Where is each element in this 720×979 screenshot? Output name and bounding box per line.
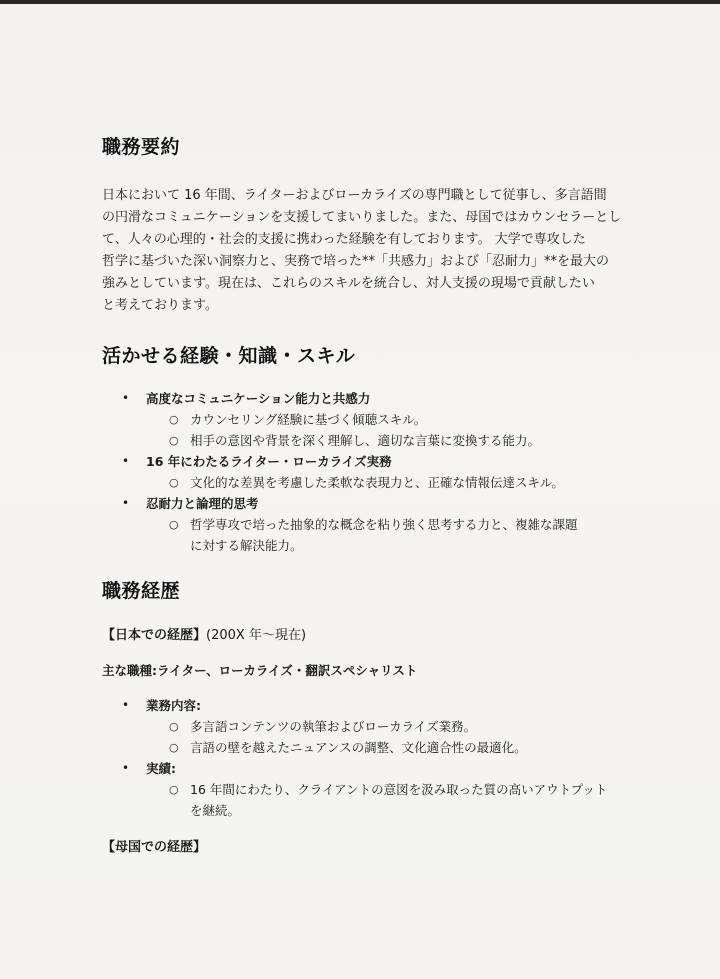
main-role — [102, 661, 622, 681]
home-history-heading: 【母国での経歴】 — [102, 840, 207, 855]
skill-detail: カウンセリング経験に基づく傾聴スキル。 — [190, 412, 427, 427]
circle-bullet-icon: ○ — [169, 720, 179, 733]
skills-list — [102, 388, 622, 556]
skill-detail: 哲学専攻で培った抽象的な概念を粘り強く思考する力と、複雑な課題 — [190, 517, 578, 532]
circle-bullet-icon: ○ — [169, 434, 179, 447]
list-item — [146, 409, 622, 430]
bullet-icon: • — [122, 454, 130, 468]
list-item — [102, 493, 622, 556]
bullet-icon: • — [122, 496, 130, 510]
circle-bullet-icon: ○ — [169, 518, 179, 531]
skill-label: 高度なコミュニケーション能力と共感力 — [146, 391, 371, 406]
skill-detail: 文化的な差異を考慮した柔軟な表現力と、正確な情報伝達スキル。 — [190, 475, 564, 490]
circle-bullet-icon: ○ — [169, 741, 179, 754]
history-label: 実績: — [146, 761, 176, 776]
summary-heading: 職務要約 — [102, 136, 181, 158]
sub-list — [146, 514, 622, 556]
list-item — [146, 737, 622, 758]
bullet-icon: • — [122, 698, 130, 712]
summary-line: 哲学に基づいた深い洞察力と、実務で培った**「共感力」および「忍耐力」**を最大の — [102, 254, 610, 269]
japan-heading-label: 【日本での経歴】 — [102, 628, 207, 643]
document-body — [102, 132, 622, 873]
history-detail-continued: を継続。 — [190, 803, 241, 818]
role-label: 主な職種 — [102, 663, 153, 678]
skill-label: 16 年にわたるライター・ローカライズ実務 — [146, 454, 392, 469]
sub-list — [146, 472, 622, 493]
sub-list — [146, 779, 622, 821]
sub-list — [146, 716, 622, 758]
list-item — [146, 779, 622, 821]
list-item — [146, 472, 622, 493]
history-list — [102, 695, 622, 821]
history-detail: 16 年間にわたり、クライアントの意図を汲み取った質の高いアウトプット — [190, 782, 608, 797]
list-item — [102, 451, 622, 493]
list-item — [102, 695, 622, 758]
japan-period: (200X 年～現在) — [206, 628, 307, 643]
circle-bullet-icon: ○ — [169, 413, 179, 426]
bullet-icon: • — [122, 391, 130, 405]
skill-detail-continued: に対する解決能力。 — [190, 538, 303, 553]
history-label: 業務内容: — [146, 698, 201, 713]
list-item — [146, 514, 622, 556]
summary-line: て、人々の心理的・社会的支援に携わった経験を有しております。 大学で専攻した — [102, 232, 586, 247]
summary-line: と考えております。 — [102, 298, 218, 313]
list-item — [146, 430, 622, 451]
history-detail: 多言語コンテンツの執筆およびローカライズ業務。 — [190, 719, 477, 734]
sub-list — [146, 409, 622, 451]
skill-label: 忍耐力と論理的思考 — [146, 496, 259, 511]
summary-line: の円滑なコミュニケーションを支援してまいりました。また、母国ではカウンセラーとし — [102, 210, 622, 225]
bullet-icon: • — [122, 761, 130, 775]
history-heading: 職務経歴 — [102, 580, 181, 602]
japan-history-heading — [102, 625, 622, 647]
list-item — [102, 758, 622, 821]
role-value: :ライター、ローカライズ・翻訳スペシャリスト — [152, 663, 418, 678]
summary-paragraph — [102, 185, 622, 317]
skill-detail: 相手の意図や背景を深く理解し、適切な言葉に変換する能力。 — [190, 433, 541, 448]
history-detail: 言語の壁を越えたニュアンスの調整、文化適合性の最適化。 — [190, 740, 527, 755]
document-page — [0, 4, 720, 979]
skills-heading: 活かせる経験・知識・スキル — [102, 345, 356, 367]
summary-line: 強みとしています。現在は、これらのスキルを統合し、対人支援の現場で貢献したい — [102, 276, 595, 291]
list-item — [102, 388, 622, 451]
circle-bullet-icon: ○ — [169, 783, 179, 796]
circle-bullet-icon: ○ — [169, 476, 179, 489]
summary-line: 日本において 16 年間、ライターおよびローカライズの専門職として従事し、多言語間 — [102, 188, 607, 203]
list-item — [146, 716, 622, 737]
